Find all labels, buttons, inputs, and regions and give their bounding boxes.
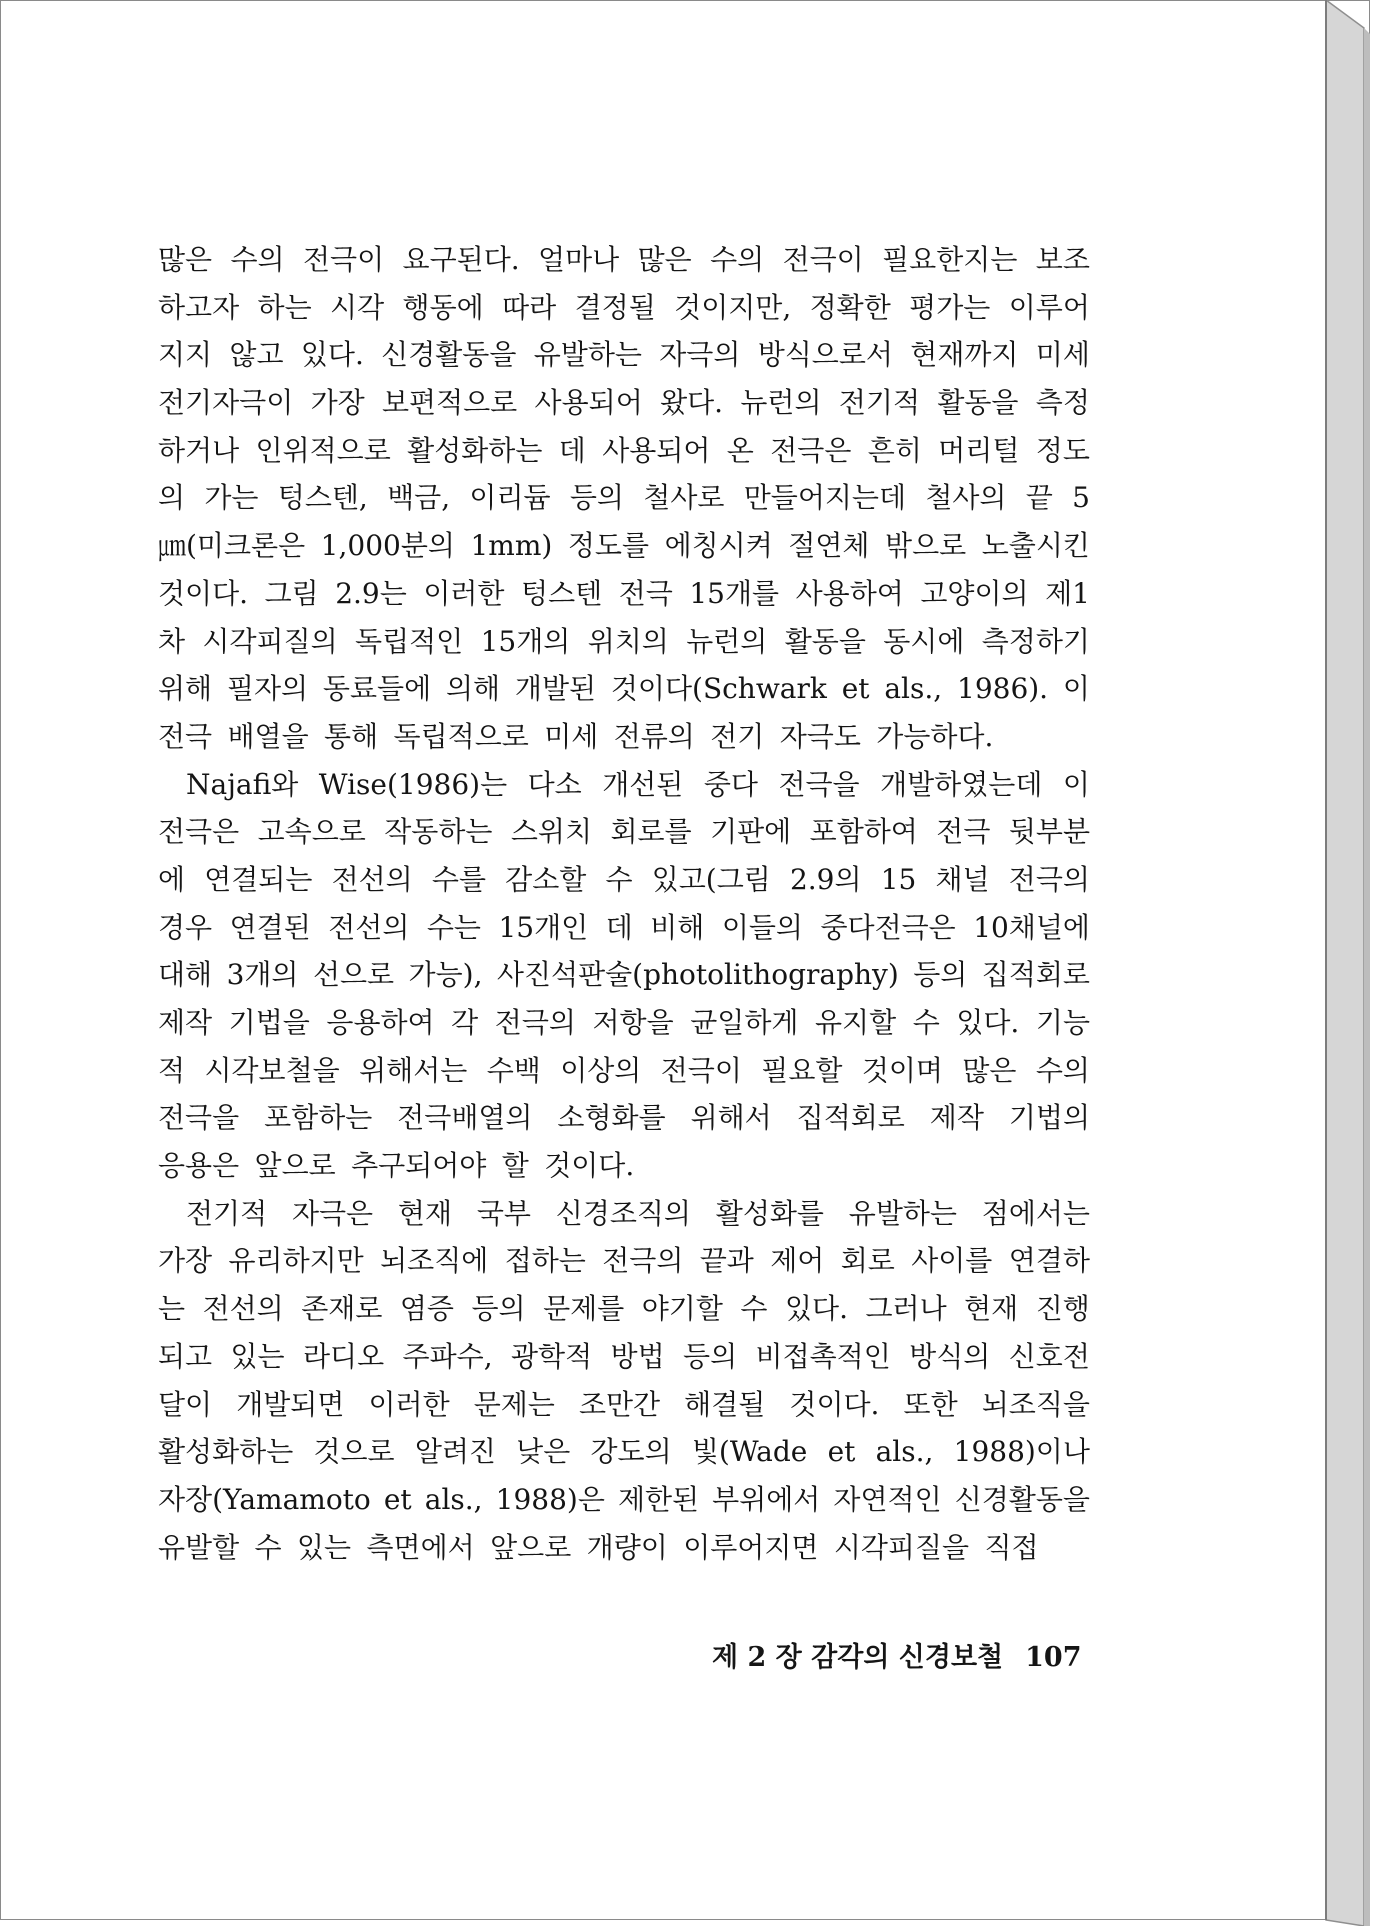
text-line: 차 시각피질의 독립적인 15개의 위치의 뉴런의 활동을 동시에 측정하기 [158,624,1090,658]
text-line: 활성화하는 것으로 알려진 낮은 강도의 빛(Wade et als., 1988)이나 [158,1435,1090,1469]
text-line: 전극은 고속으로 작동하는 스위치 회로를 기판에 포함하여 전극 뒷부분 [158,815,1090,849]
text-line: 전기자극이 가장 보편적으로 사용되어 왔다. 뉴런의 전기적 활동을 측정 [158,386,1090,420]
paragraph [158,236,1090,761]
page-number: 107 [1025,1642,1082,1673]
text-line: 것이다. 그림 2.9는 이러한 텅스텐 전극 15개를 사용하여 고양이의 제1 [158,576,1090,610]
text-line: 달이 개발되면 이러한 문제는 조만간 해결될 것이다. 또한 뇌조직을 [158,1387,1090,1421]
text-line: 하거나 인위적으로 활성화하는 데 사용되어 온 전극은 흔히 머리털 정도 [158,433,1090,467]
text-line: 전기적 자극은 현재 국부 신경조직의 활성화를 유발하는 점에서는 [186,1196,1090,1230]
text-line: 유발할 수 있는 측면에서 앞으로 개량이 이루어지면 시각피질을 직접 [158,1530,1039,1564]
text-line: 전극 배열을 통해 독립적으로 미세 전류의 전기 자극도 가능하다. [158,719,994,753]
text-line: 는 전선의 존재로 염증 등의 문제를 야기할 수 있다. 그러나 현재 진행 [158,1292,1090,1326]
text-line: 위해 필자의 동료들에 의해 개발된 것이다(Schwark et als., 1986). 이 [158,672,1090,706]
text-line: 경우 연결된 전선의 수는 15개인 데 비해 이들의 중다전극은 10채널에 [158,910,1090,944]
paragraph [158,1190,1090,1572]
text-line: 하고자 하는 시각 행동에 따라 결정될 것이지만, 정확한 평가는 이루어 [158,290,1090,324]
text-line: 제작 기법을 응용하여 각 전극의 저항을 균일하게 유지할 수 있다. 기능 [158,1006,1090,1039]
chapter-title: 제 2 장 감각의 신경보철 [712,1642,1004,1673]
text-line: 의 가는 텅스텐, 백금, 이리듐 등의 철사로 만들어지는데 철사의 끝 5 [158,481,1090,515]
text-line: 자장(Yamamoto et als., 1988)은 제한된 부위에서 자연적인 신경활동을 [158,1482,1090,1516]
text-line: ㎛(미크론은 1,000분의 1mm) 정도를 에칭시켜 절연체 밖으로 노출시킨 [158,529,1090,563]
body-text [158,236,1090,1571]
text-line: 적 시각보철을 위해서는 수백 이상의 전극이 필요할 것이며 많은 수의 [158,1053,1090,1087]
text-line: 지지 않고 있다. 신경활동을 유발하는 자극의 방식으로서 현재까지 미세 [158,338,1090,372]
text-line: 많은 수의 전극이 요구된다. 얼마나 많은 수의 전극이 필요한지는 보조 [158,243,1090,276]
text-line: Najafi와 Wise(1986)는 다소 개선된 중다 전극을 개발하였는데 이 [186,767,1090,801]
text-line: 전극을 포함하는 전극배열의 소형화를 위해서 집적회로 제작 기법의 [158,1101,1090,1135]
paragraph [158,761,1090,1190]
text-line: 가장 유리하지만 뇌조직에 접하는 전극의 끝과 제어 회로 사이를 연결하 [158,1244,1090,1278]
text-line: 에 연결되는 전선의 수를 감소할 수 있고(그림 2.9의 15 채널 전극의 [158,862,1090,896]
text-line: 되고 있는 라디오 주파수, 광학적 방법 등의 비접촉적인 방식의 신호전 [158,1339,1090,1373]
running-footer [712,1636,1082,1680]
text-line: 대해 3개의 선으로 가능), 사진석판술(photolithography) 등의 집적회로 [158,958,1090,992]
text-line: 응용은 앞으로 추구되어야 할 것이다. [158,1149,635,1183]
